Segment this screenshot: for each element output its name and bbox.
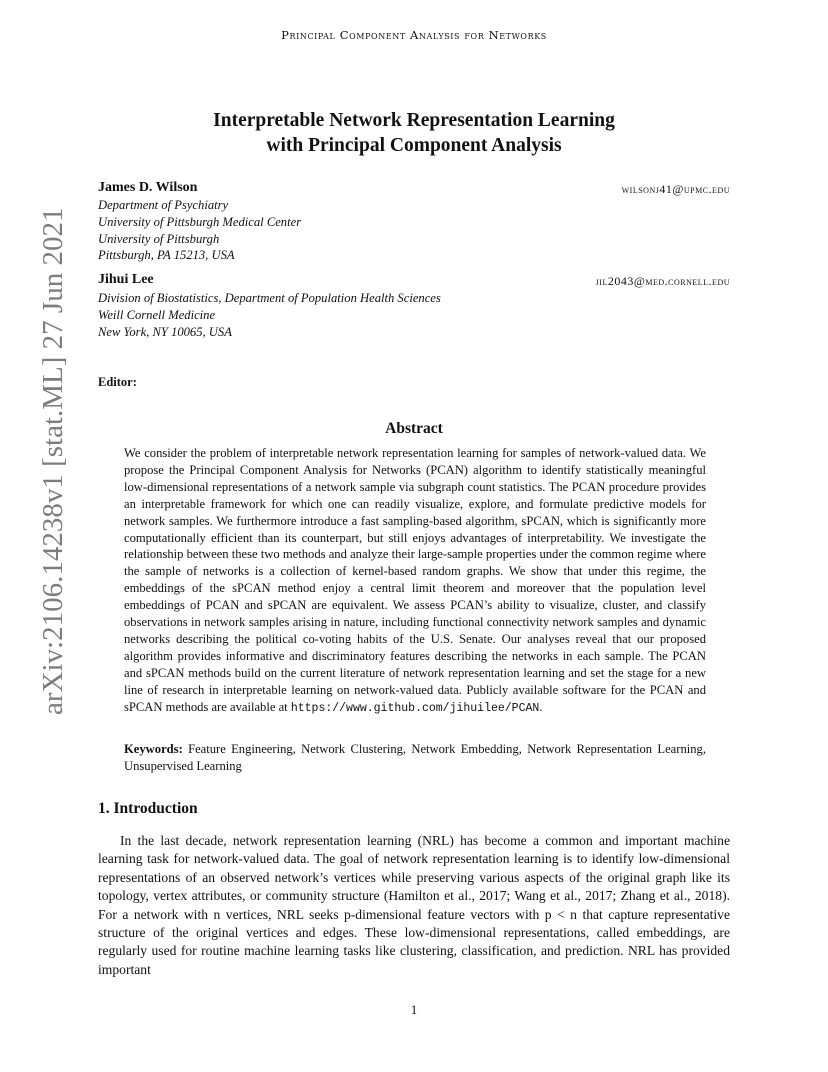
editor-label: Editor: (98, 375, 137, 389)
arxiv-stamp: arXiv:2106.14238v1 [stat.ML] 27 Jun 2021 (37, 207, 69, 715)
paper-title-line-1: Interpretable Network Representation Learning (213, 110, 615, 131)
author-email-1: wilsonj41@upmc.edu (621, 182, 730, 196)
introduction-paragraph: In the last decade, network representation learning (NRL) has become a common and important machine learning task for network-valued data. The goal of network representation learning is to identify low-dimensional representations of an observed network’s vertices while preserving various aspects of the original graph like its topology, vertex attributes, or community structure (Hamilton et al., 2017; Wang et al., 2017; Zhang et al., 2018). For a network with n vertices, NRL seeks p-dimensional feature vectors with p < n that capture representative structure of the original vertices and edges. These low-dimensional representations, called embeddings, are regularly used for routine machine learning tasks like clustering, classification, and prediction. NRL has provided important (98, 833, 730, 977)
affiliation-line: University of Pittsburgh Medical Center (98, 214, 302, 229)
author-name-1: James D. Wilson (98, 180, 198, 195)
affiliation-line: Department of Psychiatry (98, 198, 229, 212)
abstract-text: We consider the problem of interpretable network representation learning for samples of network-valued data. We propose the Principal Component Analysis for Networks (PCAN) algorithm to identify statistically meaningful low-dimensional representations of a network sample via subgraph count statistics. The PCAN procedure provides an interpretable framework for which one can readily visualize, explore, and formulate predictive models for network samples. We furthermore introduce a fast sampling-based algorithm, sPCAN, which is significantly more computationally efficient than its counterpart, but still enjoys advantages of interpretability. We investigate the relationship between these two methods and analyze their large-sample properties under the common regime where the sample of networks is a collection of kernel-based random graphs. We show that under this regime, the embeddings of the sPCAN method enjoy a central limit theorem and moreover that the population level embeddings of PCAN and sPCAN are equivalent. We assess PCAN’s ability to visualize, cluster, and classify observations in network samples arising in nature, including functional connectivity network samples and dynamic networks describing the political co-voting habits of the U.S. Senate. Our analyses reveal that our proposed algorithm provides informative and discriminatory features describing the networks in each sample. The PCAN and sPCAN methods build on the current literature of network representation learning and set the stage for a new line of research in interpretable learning on network-valued data. Publicly available software for the PCAN and sPCAN methods are available at (124, 446, 706, 714)
author-affiliation-2 (98, 290, 441, 340)
affiliation-line: University of Pittsburgh (98, 231, 220, 246)
page-number: 1 (410, 1003, 418, 1017)
section-heading-introduction: 1. Introduction (98, 800, 198, 817)
running-head: Principal Component Analysis for Networks (281, 28, 547, 42)
affiliation-line: Weill Cornell Medicine (98, 307, 216, 322)
affiliation-line: New York, NY 10065, USA (98, 324, 232, 339)
keywords-text: Feature Engineering, Network Clustering, Network Embedding, Network Representation Learning, Unsupervised Learning (124, 742, 706, 773)
author-email-2: jil2043@med.cornell.edu (595, 274, 730, 288)
paper-title (0, 108, 828, 158)
paper-title-line-2: with Principal Component Analysis (266, 135, 562, 156)
software-url[interactable]: https://www.github.com/jihuilee/PCAN (290, 701, 540, 715)
abstract-url-period: . (539, 699, 543, 714)
abstract-body (124, 445, 706, 718)
author-name-2: Jihui Lee (98, 272, 154, 287)
keywords (124, 741, 706, 775)
author-affiliation-1 (98, 197, 301, 264)
keywords-label: Keywords: (124, 742, 183, 756)
abstract-heading: Abstract (385, 420, 443, 437)
affiliation-line: Pittsburgh, PA 15213, USA (98, 248, 235, 263)
affiliation-line: Division of Biostatistics, Department of Population Health Sciences (98, 291, 441, 305)
